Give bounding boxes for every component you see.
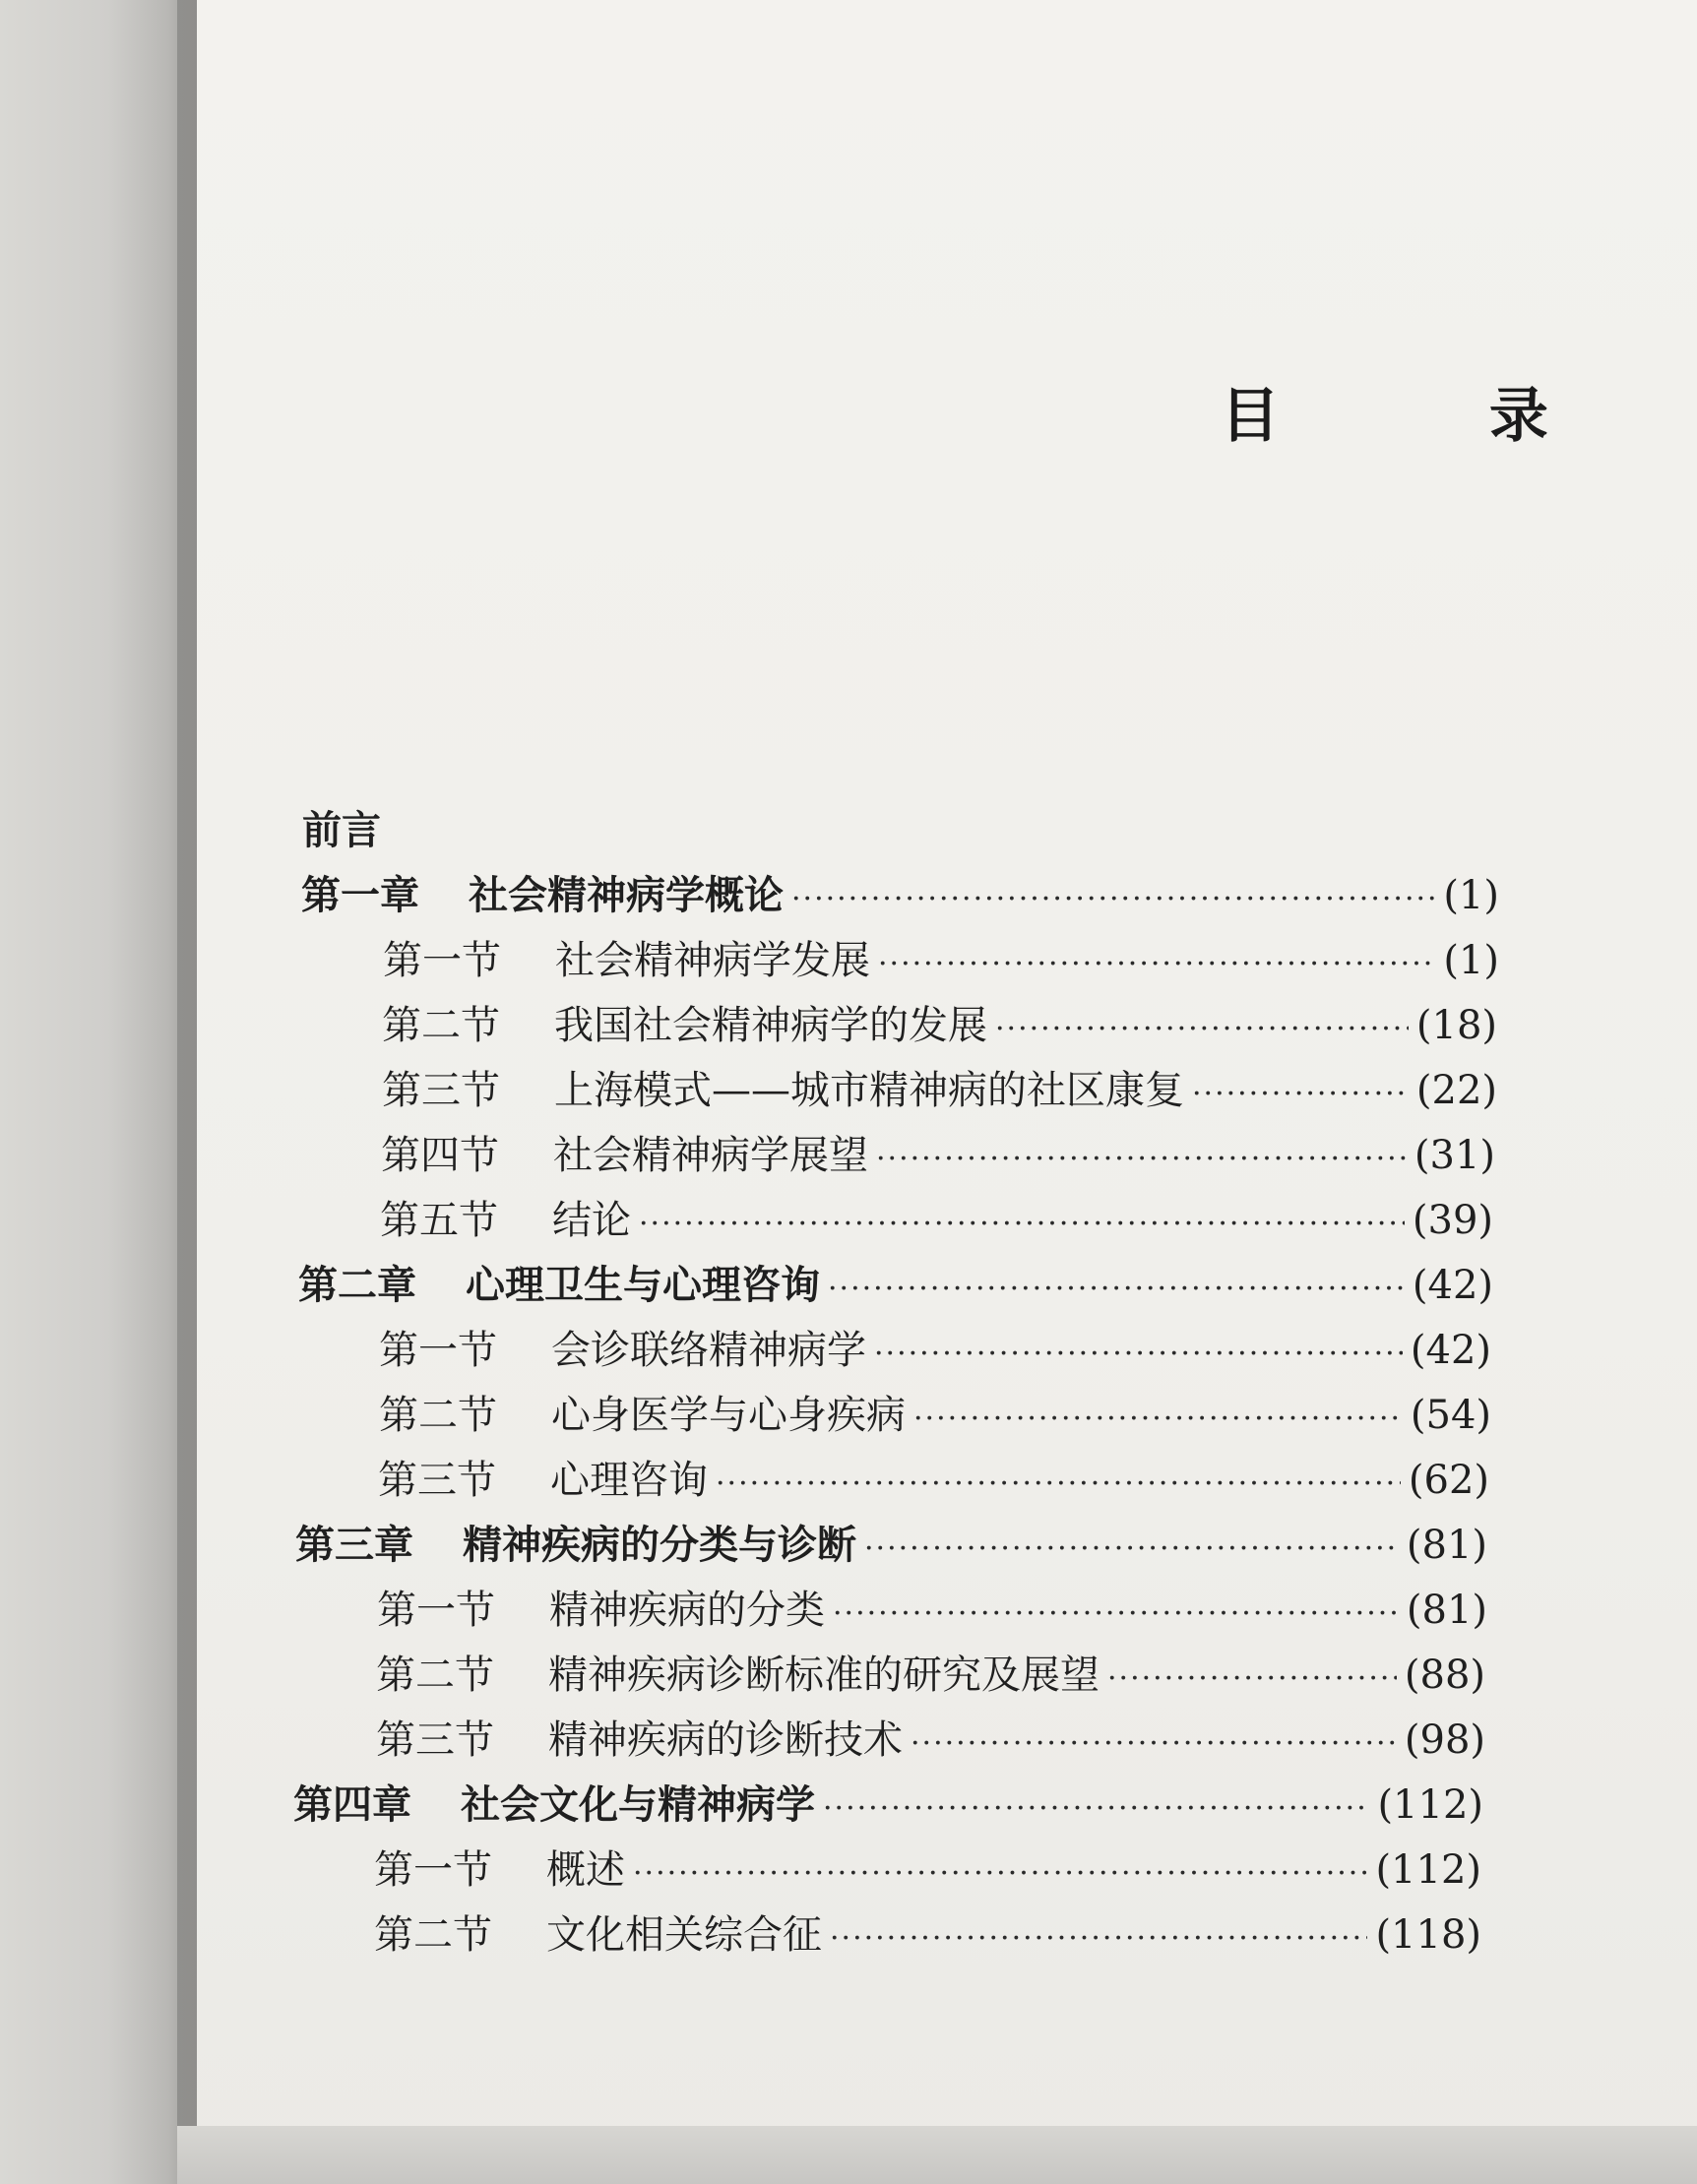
section-number: 第一节 [383,938,501,983]
page-number: (42) [1412,1263,1493,1308]
page-number: (18) [1415,1003,1497,1048]
section-number: 第一节 [377,1588,495,1633]
toc-section-row [379,1392,1491,1443]
page-title: 目 录 [1221,382,1643,451]
dot-leader [639,1201,1405,1248]
section-number: 第三节 [382,1068,500,1113]
section-number: 第一节 [374,1847,492,1893]
preface-title: 前言 [302,807,381,853]
page-number: (118) [1375,1912,1481,1958]
page-number: (42) [1410,1328,1491,1373]
page-number: (81) [1406,1523,1487,1568]
toc-section-row [381,1132,1495,1183]
chapter-number: 第三章 [295,1522,413,1568]
section-title: 文化相关综合征 [546,1912,822,1958]
toc-section-row [382,1067,1497,1118]
section-number: 第二节 [382,1003,500,1048]
page-number: (1) [1443,873,1499,918]
chapter-title: 精神疾病的分类与诊断 [463,1522,856,1568]
page-number: (112) [1377,1782,1483,1828]
page-number: (62) [1408,1458,1489,1503]
chapter-number: 第四章 [293,1781,411,1828]
page-number: (98) [1404,1717,1485,1763]
section-number: 第三节 [376,1717,494,1763]
section-number: 第二节 [379,1393,497,1438]
dot-leader [833,1591,1399,1638]
page-number: (54) [1410,1393,1491,1438]
chapter-title: 社会精神病学概论 [469,872,784,918]
chapter-title: 社会文化与精神病学 [461,1781,815,1828]
toc-chapter-row [293,1781,1483,1833]
dot-leader [913,1396,1403,1443]
section-number: 第四节 [381,1133,499,1178]
section-title: 社会精神病学发展 [555,938,870,983]
page-number: (1) [1443,938,1499,983]
section-title: 会诊联络精神病学 [551,1328,866,1373]
toc-section-row [376,1652,1485,1703]
section-number: 第五节 [380,1198,498,1243]
page-number: (39) [1412,1198,1493,1243]
section-title: 结论 [552,1198,631,1243]
dot-leader [633,1850,1367,1898]
dot-leader [995,1006,1409,1053]
dot-leader [911,1720,1397,1768]
page-number: (81) [1406,1588,1487,1633]
section-title: 精神疾病的分类 [549,1588,825,1633]
toc-section-row [383,937,1499,988]
dot-leader [1192,1071,1409,1118]
dot-leader [864,1526,1399,1573]
section-title: 心身医学与心身疾病 [551,1393,906,1438]
dot-leader [828,1266,1405,1313]
dot-leader [874,1331,1403,1378]
section-number: 第二节 [376,1653,494,1698]
toc-chapter-row [301,872,1499,923]
dot-leader [823,1785,1369,1833]
section-number: 第二节 [374,1912,492,1958]
toc-section-row [379,1327,1491,1378]
toc-section-row [374,1911,1481,1963]
page-number: (88) [1404,1653,1485,1698]
section-title: 社会精神病学展望 [553,1133,868,1178]
page-number: (112) [1375,1847,1481,1893]
dot-leader [878,941,1435,988]
toc-section-row [380,1197,1493,1248]
section-title: 精神疾病诊断标准的研究及展望 [548,1653,1100,1698]
section-title: 精神疾病的诊断技术 [548,1717,903,1763]
chapter-number: 第二章 [298,1262,416,1308]
dot-leader [830,1915,1367,1963]
section-title: 我国社会精神病学的发展 [554,1003,987,1048]
toc-section-row [376,1716,1485,1768]
dot-leader [716,1461,1401,1508]
toc-chapter-row [298,1262,1493,1313]
section-title: 心理咨询 [550,1458,708,1503]
section-number: 第一节 [379,1328,497,1373]
toc-chapter-row [295,1522,1487,1573]
dot-leader [791,876,1435,923]
chapter-number: 第一章 [301,872,419,918]
page-number: (22) [1415,1068,1497,1113]
dot-leader [876,1136,1407,1183]
dot-leader [1107,1655,1397,1703]
toc-section-row [377,1587,1487,1638]
toc-preface-row [302,807,1501,854]
chapter-title: 心理卫生与心理咨询 [466,1262,820,1308]
section-title: 概述 [546,1847,625,1893]
section-number: 第三节 [378,1458,496,1503]
section-title: 上海模式——城市精神病的社区康复 [554,1068,1184,1113]
toc-section-row [378,1457,1489,1508]
page-number: (31) [1414,1133,1495,1178]
toc-section-row [382,1002,1497,1053]
toc-section-row [374,1846,1481,1898]
